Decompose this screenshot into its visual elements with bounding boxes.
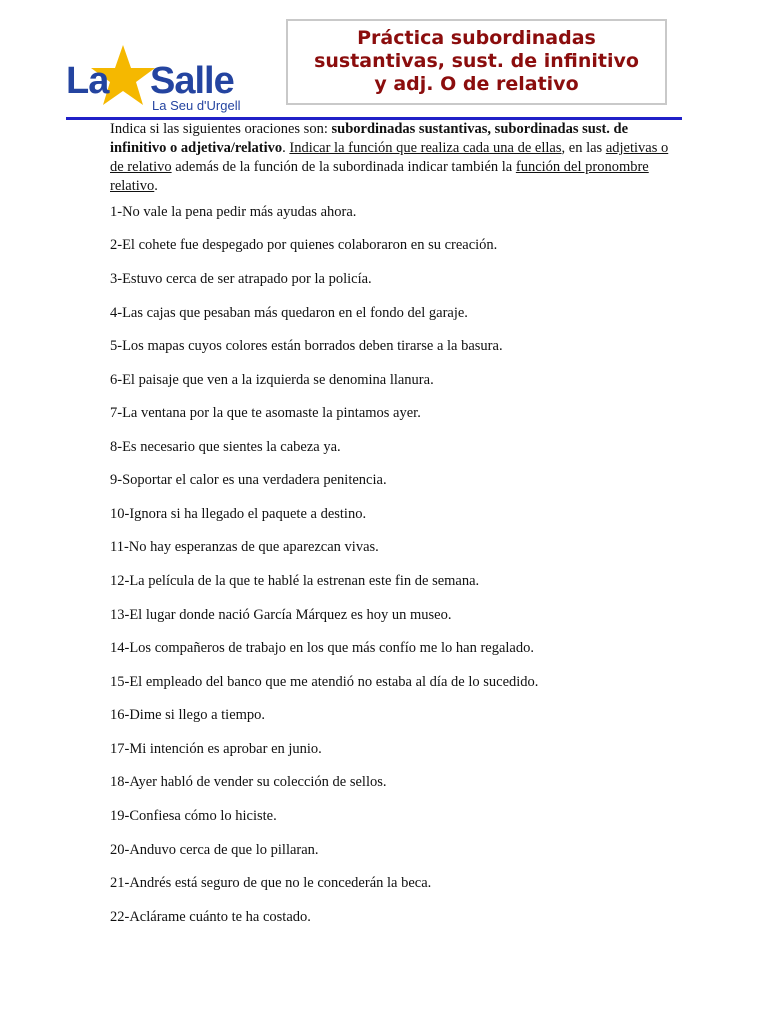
sentence-item: 2-El cohete fue despegado por quienes colaboraron en su creación. [110,237,498,253]
sentence-item: 5-Los mapas cuyos colores están borrados deben tirarse a la basura. [110,338,503,354]
sentence-item: 20-Anduvo cerca de que lo pillaran. [110,842,319,858]
sentence-item: 9-Soportar el calor es una verdadera penitencia. [110,472,387,488]
sentence-item: 4-Las cajas que pesaban más quedaron en el fondo del garaje. [110,305,468,321]
instructions-text: Indica si las siguientes oraciones son: [110,121,332,137]
logo-subtitle: La Seu d'Urgell [152,98,241,113]
sentence-item: 21-Andrés está seguro de que no le concederán la beca. [110,875,432,891]
sentence-item: 12-La película de la que te hablé la estrenan este fin de semana. [110,573,480,589]
sentence-item: 14-Los compañeros de trabajo en los que más confío me lo han regalado. [110,640,534,656]
la-salle-logo [64,40,249,120]
instructions-text: . [282,140,290,156]
sentence-item: 15-El empleado del banco que me atendió no estaba al día de lo sucedido. [110,674,539,690]
logo-word-la: La [66,60,109,102]
title-line-2: sustantivas, sust. de infinitivo [314,50,639,72]
instructions-text: . [154,178,158,194]
instructions-text: , en las [561,140,606,156]
sentence-item: 11-No hay esperanzas de que aparezcan vivas. [110,539,379,555]
instructions-text: además de la función de la subordinada indicar también la [171,159,516,175]
page-title [288,27,665,96]
sentence-item: 16-Dime si llego a tiempo. [110,707,266,723]
sentence-item: 19-Confiesa cómo lo hiciste. [110,808,277,824]
sentence-item: 1-No vale la pena pedir más ayudas ahora. [110,204,357,220]
instructions [110,120,670,196]
sentence-item: 13-El lugar donde nació García Márquez es hoy un museo. [110,607,452,623]
worksheet-content [110,120,670,925]
instructions-underline: Indicar la función que realiza cada una de ellas [289,140,562,156]
logo-word-salle: Salle [150,60,234,102]
sentence-item: 18-Ayer habló de vender su colección de sellos. [110,774,387,790]
sentence-item: 10-Ignora si ha llegado el paquete a destino. [110,506,367,522]
sentence-item: 3-Estuvo cerca de ser atrapado por la policía. [110,271,372,287]
title-line-3: y adj. O de relativo [374,73,579,95]
sentence-item: 17-Mi intención es aprobar en junio. [110,741,322,757]
sentence-item: 7-La ventana por la que te asomaste la pintamos ayer. [110,405,421,421]
sentence-item: 22-Aclárame cuánto te ha costado. [110,909,311,925]
sentence-item: 8-Es necesario que sientes la cabeza ya. [110,439,341,455]
sentence-item: 6-El paisaje que ven a la izquierda se denomina llanura. [110,372,434,388]
instructions-underline: adjetivas o de relativo [110,140,669,175]
instructions-bold: subordinadas sustantivas, subordinadas sust. de infinitivo o adjetiva/relativo [110,121,629,156]
title-box [286,19,667,105]
title-line-1: Práctica subordinadas [357,27,596,49]
instructions-underline: función del pronombre relativo [110,159,649,194]
